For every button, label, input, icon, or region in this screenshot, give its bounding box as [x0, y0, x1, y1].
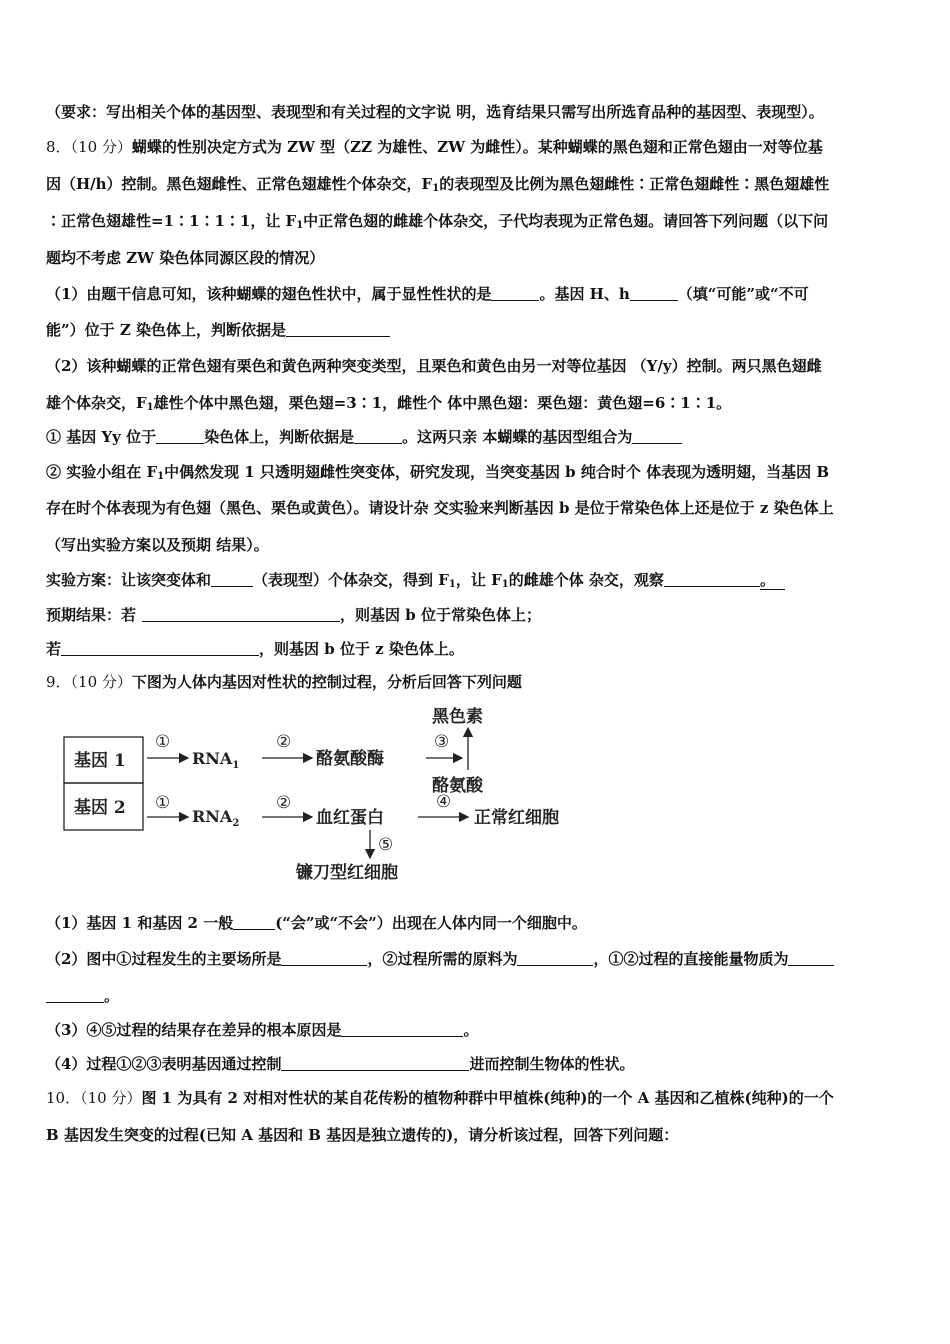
q8-p2-text-c: 雄性个体中黑色翅，栗色翅=3∶1，雌性个 体中黑色翅：栗色翅：黄色翅=6∶1∶1。 [153, 394, 732, 412]
q10-line-2: B 基因发生突变的过程(已知 A 基因和 B 基因是独立遗传的)，请分析该过程，回答下列问题： [46, 1126, 679, 1144]
q9-score: （10 分） [70, 673, 132, 691]
q8-s2-sub: 1 [157, 471, 165, 482]
q8-sub2-line-2: 存在时个体表现为有色翅（黑色、栗色或黄色）。请设计杂 交实验来判断基因 b 是位于常染色体上还是位于 z 染色体上 [46, 499, 834, 517]
answer-blank[interactable] [341, 1022, 463, 1037]
q9-number: 9． [46, 673, 71, 691]
answer-blank[interactable] [46, 988, 104, 1003]
answer-blank[interactable] [664, 572, 760, 587]
plan-text-a: 实验方案：让该突变体和 [46, 571, 212, 589]
q10-number: 10． [46, 1089, 81, 1107]
q9-a2-text-c: ，①②过程的直接能量物质为 [593, 950, 789, 968]
q8-p1-text-b: 。基因 H、h [539, 285, 630, 303]
q8-s2-text-a: ② 实验小组在 F [46, 463, 158, 481]
q9-a2-text-b: ，②过程所需的原料为 [367, 950, 518, 968]
rna1-label: $RNA_1$ [192, 749, 240, 771]
q8-score: （10 分） [70, 138, 132, 156]
q8-part2-line-1: （2）该种蝴蝶的正常色翅有栗色和黄色两种突变类型，且栗色和黄色由另一对等位基因 （Y/y）控制。两只黑色翅雌 [46, 357, 822, 375]
q8-sub1-line [46, 427, 916, 447]
q8-sub2-line-3: （写出实验方案以及预期 结果）。 [46, 536, 269, 554]
gene-expression-diagram [50, 700, 630, 885]
q10-line-1 [46, 1088, 916, 1108]
enzyme-label: 酪氨酸酶 [316, 749, 384, 769]
q9-a3-text-b: 。 [463, 1021, 479, 1039]
expect-text-b: ，则基因 b 位于常染色体上； [340, 606, 541, 624]
answer-blank[interactable] [788, 951, 834, 966]
q9-title: 下图为人体内基因对性状的控制过程，分析后回答下列问题 [131, 673, 522, 691]
q8-number: 8． [46, 138, 71, 156]
q8-sub-2: 1 [432, 183, 440, 194]
rna2-label: $RNA_2$ [192, 807, 240, 829]
q9-a1-text-b: (“会”或“不会”）出现在人体内同一个细胞中。 [275, 914, 587, 932]
plan-text-c: ，让 F [455, 571, 502, 589]
q8-p1-text-d: 能”）位于 Z 染色体上，判断依据是 [46, 321, 287, 339]
q9-part3-line [46, 1020, 916, 1040]
q8-line-4: 题均不考虑 ZW 染色体同源区段的情况） [46, 249, 325, 267]
answer-blank[interactable] [156, 429, 204, 444]
if-text-b: ，则基因 b 位于 z 染色体上。 [259, 640, 464, 658]
q9-a2-text-d: 。 [104, 987, 120, 1005]
q8-text-1: 蝴蝶的性别决定方式为 ZW 型（ZZ 为雄性、ZW 为雌性）。某种蝴蝶的黑色翅和正常色翅由一对等位基 [131, 138, 823, 156]
plan-text-e: 。 [760, 571, 785, 590]
answer-blank[interactable] [517, 951, 593, 966]
q8-sub2-line-1 [46, 462, 916, 482]
q8-expect-line [46, 605, 916, 625]
step2-label-row2: ② [276, 793, 292, 813]
q10-score: （10 分） [80, 1089, 142, 1107]
q8-part2-line-2 [46, 393, 916, 413]
answer-blank[interactable] [142, 607, 340, 622]
q8-s1-text-a: ① 基因 Yy 位于 [46, 428, 157, 446]
plan-sub-1: 1 [448, 579, 456, 590]
answer-blank[interactable] [630, 286, 678, 301]
q8-p2-sub: 1 [146, 402, 154, 413]
gene1-label: 基因 1 [74, 751, 126, 771]
melanin-label: 黑色素 [432, 707, 483, 727]
step4-label: ④ [436, 792, 452, 812]
plan-sub-2: 1 [501, 579, 509, 590]
sickle-rbc-label: 镰刀型红细胞 [296, 863, 398, 883]
q9-a2-text-a: （2）图中①过程发生的主要场所是 [46, 950, 282, 968]
answer-blank[interactable] [286, 322, 390, 337]
step1-label-row2: ① [155, 793, 171, 813]
q8-text-2b: 的表现型及比例为黑色翅雌性∶正常色翅雌性∶黑色翅雄性 [439, 175, 830, 193]
q8-p1-text-a: （1）由题干信息可知，该种蝴蝶的翅色性状中，属于显性性状的是 [46, 285, 492, 303]
q8-p1-text-c: （填“可能”或“不可 [677, 285, 809, 303]
answer-blank[interactable] [61, 641, 259, 656]
q8-part1-line-2 [46, 320, 916, 340]
q8-text-2a: 因（H/h）控制。黑色翅雌性、正常色翅雄性个体杂交，F [46, 175, 433, 193]
step3-label: ③ [434, 732, 450, 752]
q8-line-3 [46, 211, 916, 231]
q8-sub-3: 1 [296, 220, 304, 231]
q9-title-line [46, 672, 916, 692]
gene2-label: 基因 2 [74, 798, 126, 818]
q9-a3-text-a: （3）④⑤过程的结果存在差异的根本原因是 [46, 1021, 342, 1039]
q10-text-1: 图 1 为具有 2 对相对性状的某自花传粉的植物种群中甲植株(纯种)的一个 A 基因和乙植株(纯种)的一个 [141, 1089, 834, 1107]
q9-part1-line [46, 913, 916, 933]
q8-part1-line-1 [46, 284, 916, 304]
answer-blank[interactable] [233, 915, 275, 930]
step1-label-row1: ① [155, 732, 171, 752]
plan-text-d: 的雌雄个体 杂交，观察 [508, 571, 664, 589]
expect-text-a: 预期结果：若 [46, 606, 137, 624]
q9-a1-text-a: （1）基因 1 和基因 2 一般 [46, 914, 234, 932]
q9-part2-line-2 [46, 986, 916, 1006]
q8-text-3a: ∶正常色翅雄性=1∶1∶1∶1，让 F [46, 212, 297, 230]
step5-label: ⑤ [378, 835, 394, 855]
answer-blank[interactable] [281, 951, 367, 966]
hemoglobin-label: 血红蛋白 [316, 808, 384, 828]
answer-blank[interactable] [281, 1056, 469, 1071]
plan-text-b: （表现型）个体杂交，得到 F [253, 571, 449, 589]
q9-part2-line-1 [46, 949, 916, 969]
answer-blank[interactable] [632, 429, 682, 444]
q8-plan-line [46, 570, 916, 590]
answer-blank[interactable] [491, 286, 539, 301]
q9-part4-line [46, 1054, 916, 1074]
q8-s1-text-c: 。这两只亲 本蝴蝶的基因型组合为 [402, 428, 633, 446]
q8-text-3b: 中正常色翅的雌雄个体杂交，子代均表现为正常色翅。请回答下列问题（以下问 [303, 212, 829, 230]
q8-p2-text-b: 雄个体杂交，F [46, 394, 147, 412]
requirement-line: （要求：写出相关个体的基因型、表现型和有关过程的文字说 明，选育结果只需写出所选育品种的基因型、表现型）。 [46, 103, 824, 121]
if-text-a: 若 [46, 640, 62, 658]
q8-s1-text-b: 染色体上，判断依据是 [204, 428, 355, 446]
q8-if-line [46, 639, 916, 659]
step2-label-row1: ② [276, 732, 292, 752]
answer-blank[interactable] [211, 572, 253, 587]
normal-rbc-label: 正常红细胞 [474, 808, 559, 828]
answer-blank[interactable] [354, 429, 402, 444]
q9-a4-text-b: 进而控制生物体的性状。 [469, 1055, 635, 1073]
q9-a4-text-a: （4）过程①②③表明基因通过控制 [46, 1055, 282, 1073]
q8-s2-text-b: 中偶然发现 1 只透明翅雌性突变体，研究发现，当突变基因 b 纯合时个 体表现为透明翅，当基因 B [164, 463, 830, 481]
tyrosine-label: 酪氨酸 [432, 776, 483, 796]
q8-line-2 [46, 174, 916, 194]
q8-line-1 [46, 137, 916, 157]
